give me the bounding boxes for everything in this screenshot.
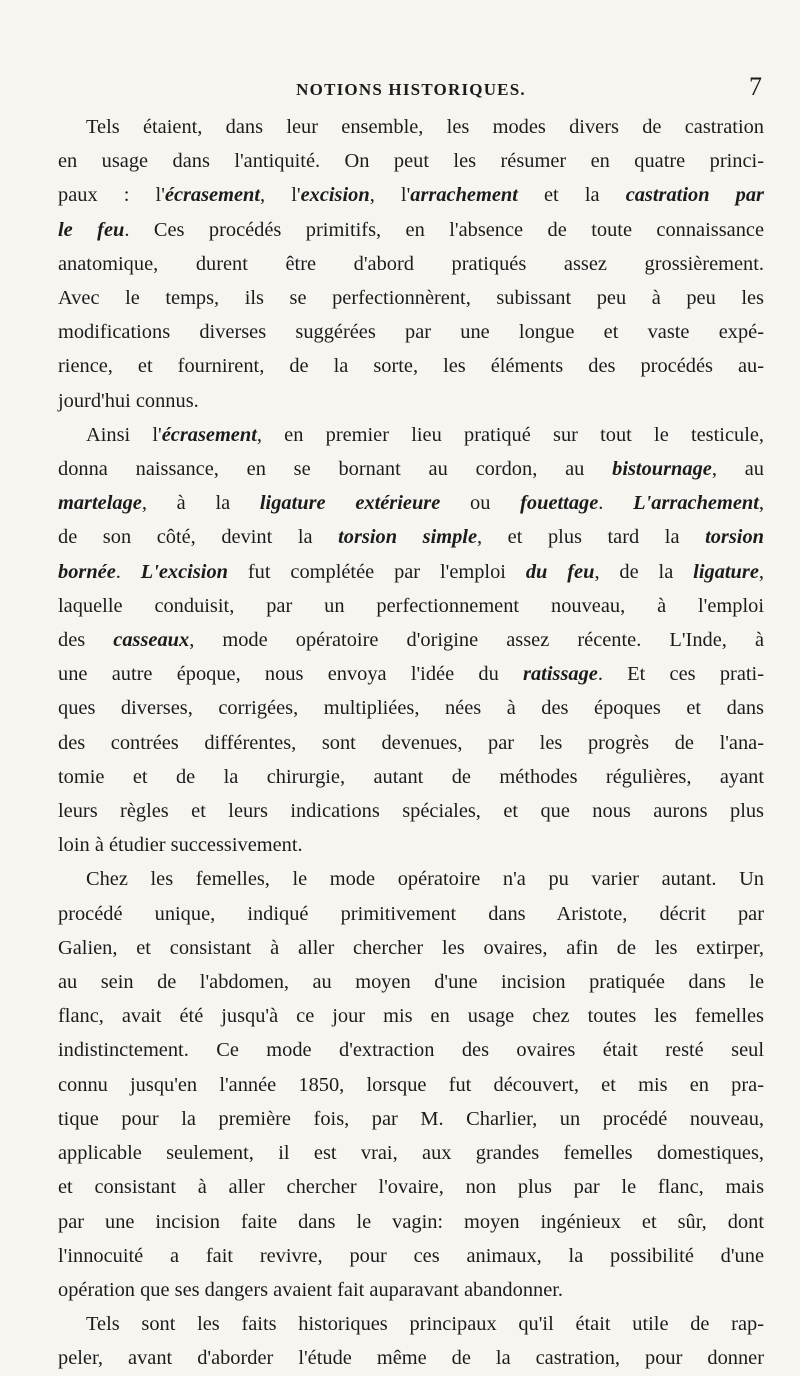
italic-term: L'excision	[140, 560, 228, 583]
page-header	[58, 72, 764, 110]
text-line	[58, 1136, 764, 1170]
text-line	[58, 897, 764, 931]
text-run: paux : l'	[58, 184, 165, 207]
italic-term: martelage	[58, 492, 142, 515]
paragraph	[58, 418, 764, 863]
italic-term: ratissage	[523, 663, 598, 686]
text-run: , l'	[260, 184, 301, 207]
text-run: loin à étudier successivement.	[58, 834, 303, 857]
text-line	[58, 657, 764, 691]
text-line	[58, 281, 764, 315]
italic-term: ligature extérieure	[259, 492, 441, 515]
italic-term: ligature	[693, 560, 759, 583]
text-line	[58, 555, 764, 589]
text-run: Tels étaient, dans leur ensemble, les modes divers de castration	[86, 116, 764, 138]
text-run: peler, avant d'aborder l'étude même de la castration, pour donner	[58, 1347, 764, 1370]
text-line	[58, 1170, 764, 1204]
text-run: une autre époque, nous envoya l'idée du	[58, 663, 524, 686]
italic-term: arrachement	[410, 184, 518, 207]
text-line	[58, 384, 764, 418]
text-line	[58, 691, 764, 725]
text-line	[58, 247, 764, 281]
text-run: opération que ses dangers avaient fait auparavant abandonner.	[58, 1278, 564, 1301]
text-line	[58, 931, 764, 965]
text-run: ,	[758, 492, 764, 515]
text-run: ,	[758, 560, 764, 583]
text-run: leurs règles et leurs indications spéciales, et que nous aurons plus	[58, 800, 764, 823]
text-run: flanc, avait été jusqu'à ce jour mis en usage chez toutes les femelles	[58, 1005, 764, 1028]
text-line	[58, 623, 764, 657]
text-run: , l'	[369, 184, 411, 207]
text-run: ques diverses, corrigées, multipliées, nées à des époques et dans	[58, 697, 764, 720]
italic-term: du feu	[525, 560, 595, 583]
text-run: applicable seulement, il est vrai, aux grandes femelles domestiques,	[58, 1142, 764, 1165]
text-line	[58, 1205, 764, 1239]
italic-term: bistournage	[612, 458, 712, 481]
text-line	[58, 418, 764, 452]
text-run: et la	[517, 184, 626, 207]
italic-term: bornée	[58, 560, 116, 583]
text-run: des	[58, 629, 114, 652]
text-line	[58, 1102, 764, 1136]
text-line	[58, 315, 764, 349]
text-run: l'innocuité a fait revivre, pour ces animaux, la possibilité d'une	[58, 1244, 764, 1267]
text-run: rience, et fournirent, de la sorte, les éléments des procédés au-	[58, 355, 764, 378]
italic-term: torsion simple	[338, 526, 478, 549]
text-run: . Et ces prati-	[597, 663, 764, 686]
paragraph	[58, 862, 764, 1307]
body-text	[58, 110, 764, 1376]
text-run: indistinctement. Ce mode d'extraction des ovaires était resté seul	[58, 1039, 764, 1062]
text-run: , de la	[594, 560, 694, 583]
italic-term: écrasement	[164, 184, 261, 207]
text-line	[58, 726, 764, 760]
italic-term: casseaux	[113, 629, 190, 652]
text-run: .	[115, 560, 141, 583]
text-run: Chez les femelles, le mode opératoire n'a pu varier autant. Un	[86, 868, 764, 891]
text-line	[58, 828, 764, 862]
italic-term: le feu	[58, 218, 125, 241]
text-line	[58, 144, 764, 178]
text-run: en usage dans l'antiquité. On peut les résumer en quatre princi-	[58, 150, 764, 173]
italic-term: L'arrachement	[633, 492, 759, 515]
text-run: jourd'hui connus.	[58, 389, 199, 412]
text-run: connu jusqu'en l'année 1850, lorsque fut découvert, et mis en pra-	[58, 1073, 764, 1096]
italic-term: écrasement	[161, 423, 257, 446]
text-run: Tels sont les faits historiques principaux qu'il était utile de rap-	[86, 1313, 764, 1336]
italic-term: castration par	[625, 184, 764, 207]
text-line	[58, 965, 764, 999]
italic-term: fouettage	[520, 492, 599, 515]
text-run: Ainsi l'	[86, 423, 162, 446]
page-number: 7	[749, 72, 762, 101]
text-line	[58, 862, 764, 896]
text-run: .	[598, 492, 634, 515]
text-line	[58, 452, 764, 486]
text-run: , en premier lieu pratiqué sur tout le testicule,	[256, 423, 765, 446]
text-run: procédé unique, indiqué primitivement dans Aristote, décrit par	[58, 902, 764, 925]
paragraph	[58, 110, 764, 418]
text-line	[58, 1239, 764, 1273]
text-line	[58, 349, 764, 383]
text-run: fut complétée par l'emploi	[227, 560, 526, 583]
text-run: ou	[440, 492, 521, 515]
text-run: , au	[711, 458, 764, 481]
paragraph	[58, 1307, 764, 1375]
text-run: Avec le temps, ils se perfectionnèrent, subissant peu à peu les	[58, 287, 764, 310]
text-run: par une incision faite dans le vagin: moyen ingénieux et sûr, dont	[58, 1210, 764, 1233]
text-line	[58, 1033, 764, 1067]
text-run: Galien, et consistant à aller chercher les ovaires, afin de les extirper,	[58, 936, 764, 959]
text-run: des contrées différentes, sont devenues, par les progrès de l'ana-	[58, 731, 764, 754]
text-line	[58, 1307, 764, 1341]
text-line	[58, 1273, 764, 1307]
text-line	[58, 1068, 764, 1102]
text-run: anatomique, durent être d'abord pratiqués assez grossièrement.	[58, 252, 764, 275]
text-run: laquelle conduisit, par un perfectionnement nouveau, à l'emploi	[58, 594, 764, 617]
text-line	[58, 1341, 764, 1375]
text-line	[58, 520, 764, 554]
text-line	[58, 794, 764, 828]
text-run: . Ces procédés primitifs, en l'absence de toute connaissance	[124, 218, 764, 241]
text-line	[58, 999, 764, 1033]
text-run: , à la	[141, 492, 260, 515]
text-run: et consistant à aller chercher l'ovaire, non plus par le flanc, mais	[58, 1176, 764, 1199]
running-title: NOTIONS HISTORIQUES.	[296, 80, 526, 99]
text-line	[58, 110, 764, 144]
book-page	[58, 72, 765, 1376]
text-line	[58, 760, 764, 794]
italic-term: torsion	[705, 526, 764, 549]
text-run: , et plus tard la	[477, 526, 706, 549]
text-line	[58, 589, 764, 623]
text-line	[58, 213, 764, 247]
text-line	[58, 178, 764, 212]
text-run: de son côté, devint la	[58, 526, 339, 549]
text-run: , mode opératoire d'origine assez récente. L'Inde, à	[189, 629, 764, 652]
text-run: modifications diverses suggérées par une longue et vaste expé-	[58, 321, 764, 344]
italic-term: excision	[300, 184, 370, 207]
text-line	[58, 486, 764, 520]
text-run: donna naissance, en se bornant au cordon, au	[58, 458, 613, 481]
text-run: tomie et de la chirurgie, autant de méthodes régulières, ayant	[58, 765, 764, 788]
text-run: au sein de l'abdomen, au moyen d'une incision pratiquée dans le	[58, 971, 764, 994]
text-run: tique pour la première fois, par M. Charlier, un procédé nouveau,	[58, 1107, 764, 1130]
